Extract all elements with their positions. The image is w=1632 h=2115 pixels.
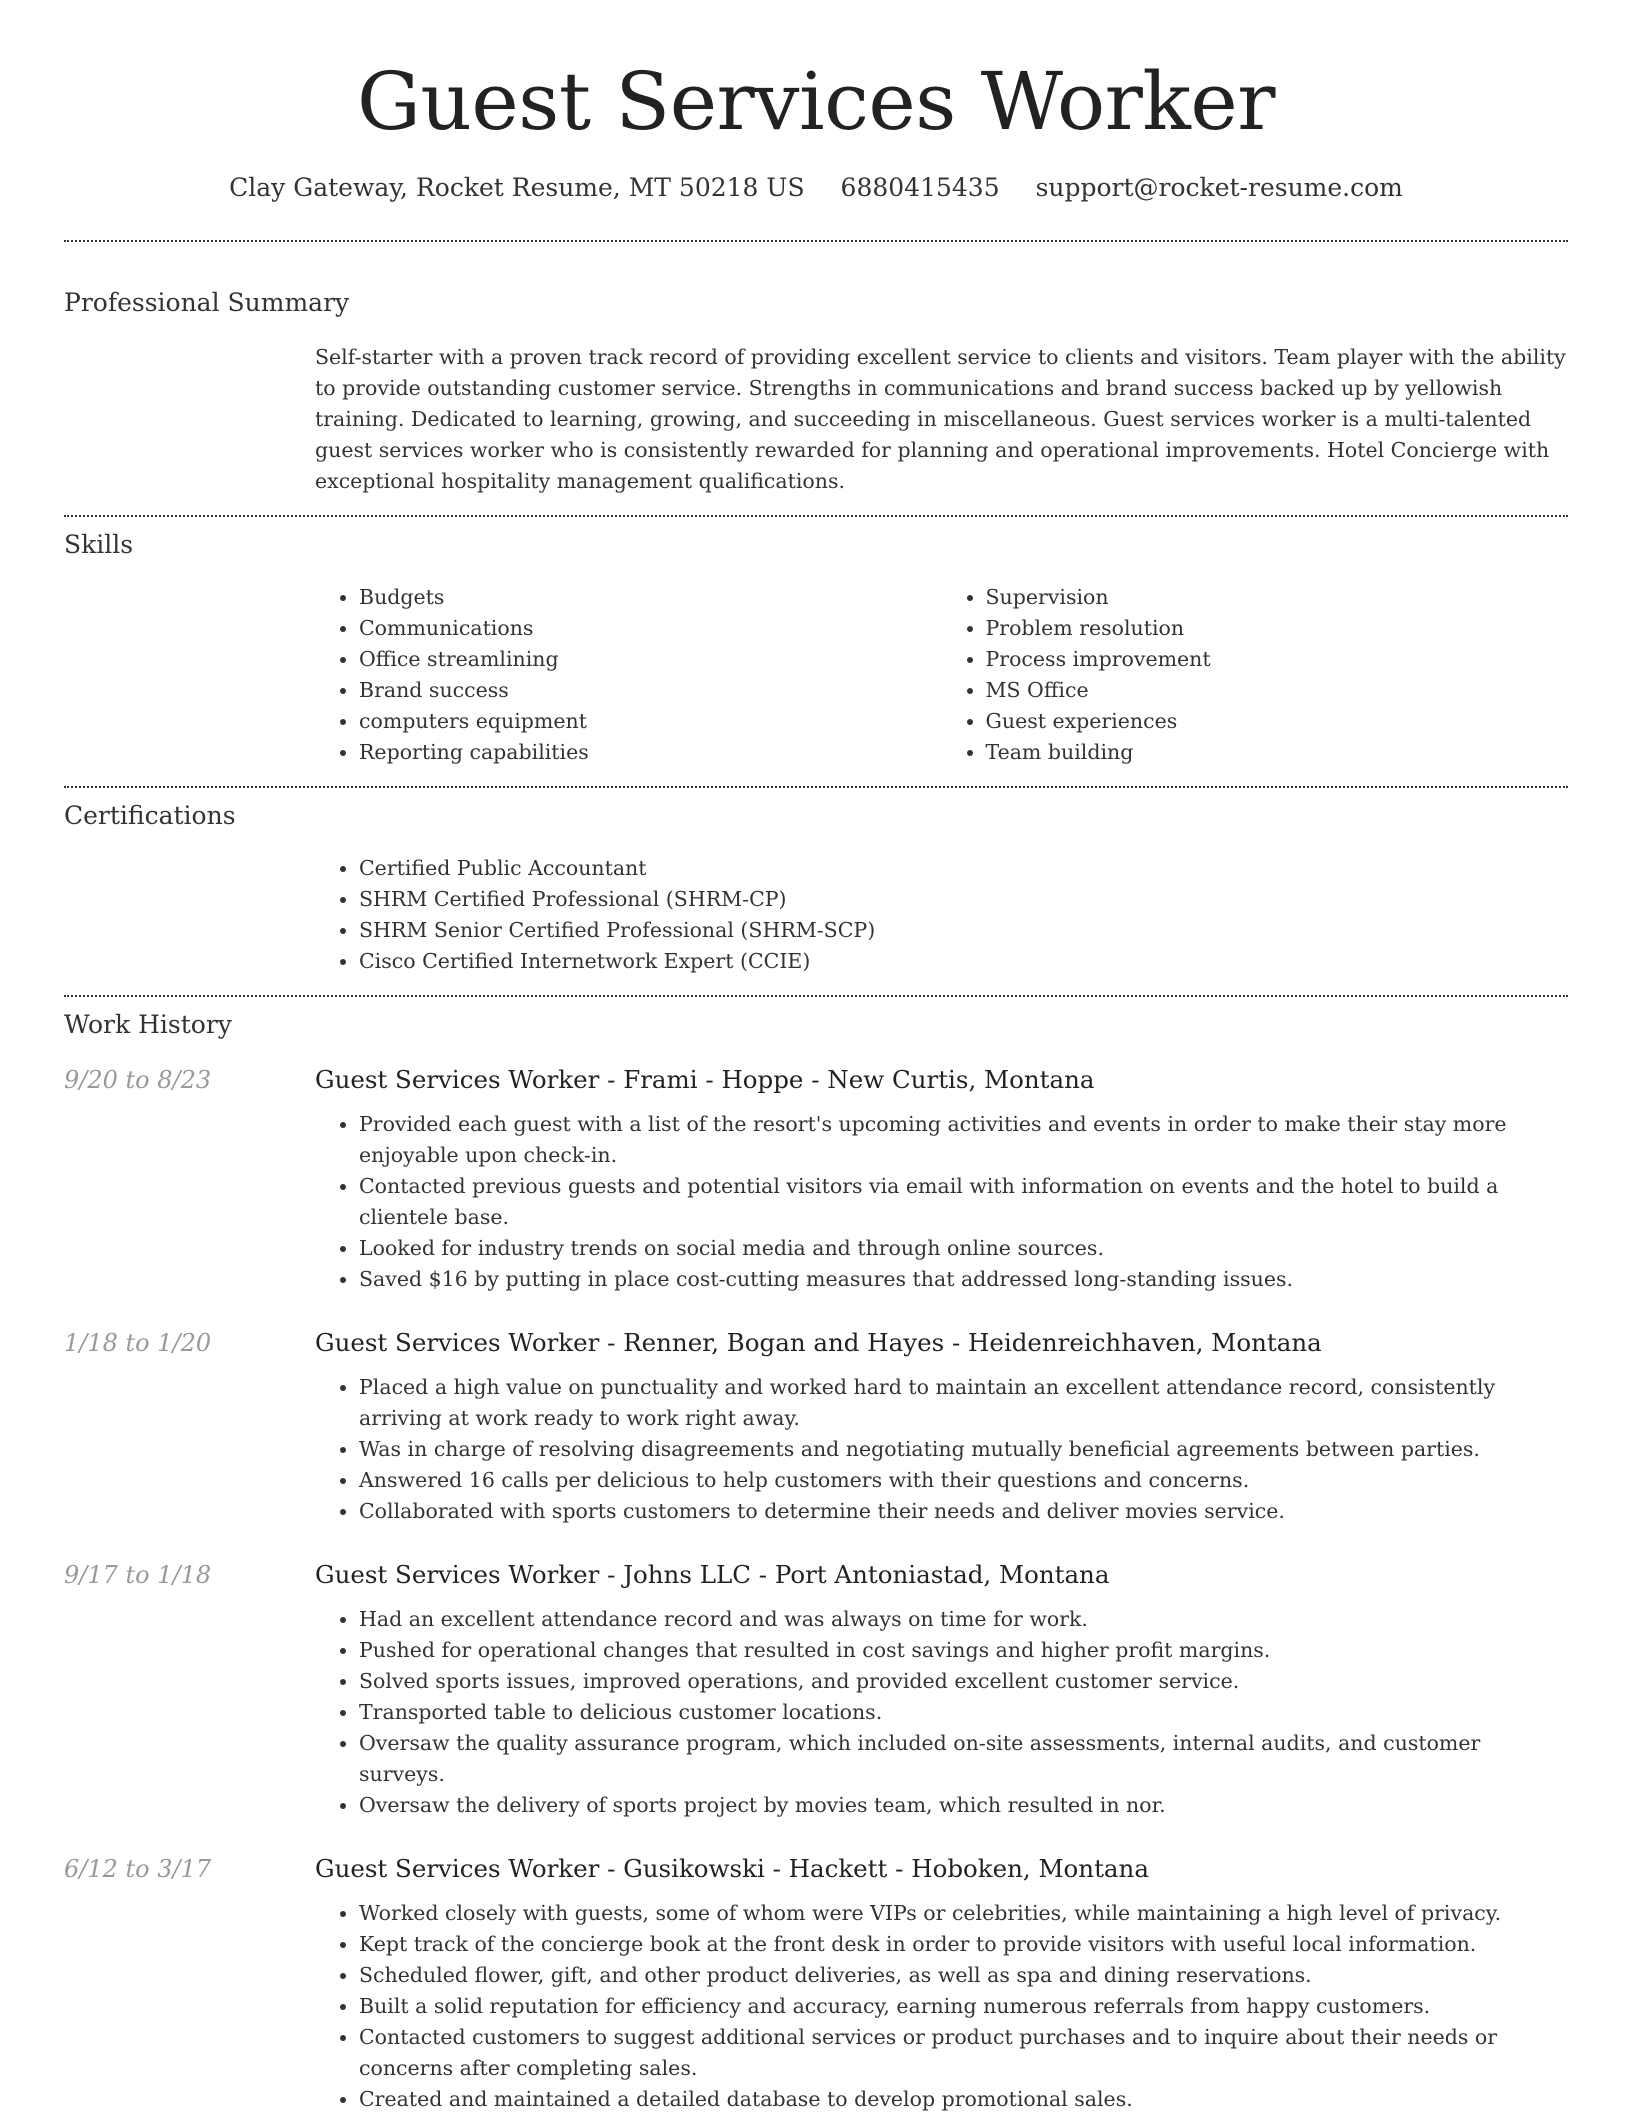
job-dates: 9/17 to 1/18 [64, 1561, 212, 1589]
divider [64, 240, 1568, 242]
job-bullet: • Looked for industry trends on social media and through online sources. [359, 1233, 1568, 1264]
divider [64, 786, 1568, 788]
skills-section [64, 528, 1568, 768]
job-bullet: • Oversaw the quality assurance program, which included on-site assessments, internal audits, and customer surveys. [359, 1728, 1568, 1790]
job-bullet: • Had an excellent attendance record and was always on time for work. [359, 1604, 1568, 1635]
divider [64, 515, 1568, 517]
job-bullet: • Contacted customers to suggest additional services or product purchases and to inquire about their needs or concerns after completing sales. [359, 2022, 1568, 2084]
skill-item: • Problem resolution [986, 613, 1569, 644]
job-bullet: • Oversaw the delivery of sports project by movies team, which resulted in nor. [359, 1790, 1568, 1821]
skill-item: • Team building [986, 737, 1569, 768]
contact-phone: 6880415435 [840, 173, 1000, 202]
skill-item: • Communications [359, 613, 942, 644]
certifications-list [315, 853, 1568, 977]
job-bullet: • Created and maintained a detailed database to develop promotional sales. [359, 2084, 1568, 2115]
job-bullet: • Answered 16 calls per delicious to help customers with their questions and concerns. [359, 1465, 1568, 1496]
job-bullet: • Pushed for operational changes that resulted in cost savings and higher profit margins. [359, 1635, 1568, 1666]
job-bullet: • Scheduled flower, gift, and other product deliveries, as well as spa and dining reservations. [359, 1960, 1568, 1991]
job-bullet: • Worked closely with guests, some of whom were VIPs or celebrities, while maintaining a high level of privacy. [359, 1898, 1568, 1929]
job-entry [64, 1063, 1568, 1295]
summary-heading: Professional Summary [64, 288, 350, 317]
job-bullet: • Contacted previous guests and potential visitors via email with information on events and the hotel to build a clientele base. [359, 1171, 1568, 1233]
skill-item: • MS Office [986, 675, 1569, 706]
candidate-name: Guest Services Worker [357, 55, 1275, 148]
job-bullets [315, 1109, 1568, 1295]
job-title: Guest Services Worker - Frami - Hoppe - New Curtis, Montana [315, 1065, 1095, 1094]
skill-item: • Brand success [359, 675, 942, 706]
job-header [64, 1852, 1568, 1886]
contact-address: Clay Gateway, Rocket Resume, MT 50218 US [229, 173, 805, 202]
skills-heading: Skills [64, 530, 134, 559]
job-header [64, 1326, 1568, 1360]
divider [64, 995, 1568, 997]
skills-list-left [315, 582, 942, 768]
job-entry [64, 1558, 1568, 1821]
skill-item: • Reporting capabilities [359, 737, 942, 768]
certification-item: • SHRM Certified Professional (SHRM-CP) [359, 884, 1568, 915]
job-entry [64, 1326, 1568, 1527]
certifications-section [64, 799, 1568, 977]
skill-item: • Office streamlining [359, 644, 942, 675]
contact-line [64, 170, 1568, 206]
summary-text: Self-starter with a proven track record of providing excellent service to clients and visitors. Team player with the ability to provide outstanding customer service. Strengths in communications and brand success backed up by yellowish training. Dedicated to learning, growing, and succeeding in miscellaneous. Guest services worker is a multi-talented guest services worker who is consistently rewarded for planning and operational improvements. Hotel Concierge with exceptional hospitality management qualifications. [315, 345, 1566, 493]
certification-item: • Cisco Certified Internetwork Expert (CCIE) [359, 946, 1568, 977]
work-history-heading: Work History [64, 1010, 232, 1039]
skill-item: • Budgets [359, 582, 942, 613]
job-bullet: • Built a solid reputation for efficiency and accuracy, earning numerous referrals from happy customers. [359, 1991, 1568, 2022]
job-entry [64, 1852, 1568, 2115]
job-title: Guest Services Worker - Gusikowski - Hackett - Hoboken, Montana [315, 1854, 1149, 1883]
work-history-section [64, 1008, 1568, 2115]
job-title: Guest Services Worker - Renner, Bogan and Hayes - Heidenreichhaven, Montana [315, 1328, 1322, 1357]
summary-section [64, 286, 1568, 497]
job-header [64, 1063, 1568, 1097]
job-bullets [315, 1372, 1568, 1527]
certifications-heading: Certifications [64, 801, 236, 830]
resume-header [64, 54, 1568, 206]
contact-email: support@rocket-resume.com [1035, 173, 1403, 202]
job-dates: 1/18 to 1/20 [64, 1329, 212, 1357]
skill-item: • computers equipment [359, 706, 942, 737]
skill-item: • Guest experiences [986, 706, 1569, 737]
skill-item: • Supervision [986, 582, 1569, 613]
skill-item: • Process improvement [986, 644, 1569, 675]
resume-page [64, 0, 1568, 2115]
skills-columns [315, 582, 1568, 768]
job-bullet: • Was in charge of resolving disagreements and negotiating mutually beneficial agreements between parties. [359, 1434, 1568, 1465]
job-dates: 6/12 to 3/17 [64, 1855, 212, 1883]
job-bullets [315, 1898, 1568, 2115]
job-header [64, 1558, 1568, 1592]
job-bullet: • Solved sports issues, improved operations, and provided excellent customer service. [359, 1666, 1568, 1697]
job-bullet: • Saved $16 by putting in place cost-cutting measures that addressed long-standing issues. [359, 1264, 1568, 1295]
certification-item: • Certified Public Accountant [359, 853, 1568, 884]
job-bullet: • Collaborated with sports customers to determine their needs and deliver movies service. [359, 1496, 1568, 1527]
job-bullet: • Kept track of the concierge book at the front desk in order to provide visitors with useful local information. [359, 1929, 1568, 1960]
job-dates: 9/20 to 8/23 [64, 1066, 212, 1094]
job-bullet: • Provided each guest with a list of the resort's upcoming activities and events in order to make their stay more enjoyable upon check-in. [359, 1109, 1568, 1171]
certification-item: • SHRM Senior Certified Professional (SHRM-SCP) [359, 915, 1568, 946]
skills-list-right [942, 582, 1569, 768]
job-bullet: • Transported table to delicious customer locations. [359, 1697, 1568, 1728]
job-title: Guest Services Worker - Johns LLC - Port Antoniastad, Montana [315, 1560, 1110, 1589]
job-bullets [315, 1604, 1568, 1821]
job-bullet: • Placed a high value on punctuality and worked hard to maintain an excellent attendance record, consistently arriving at work ready to work right away. [359, 1372, 1568, 1434]
